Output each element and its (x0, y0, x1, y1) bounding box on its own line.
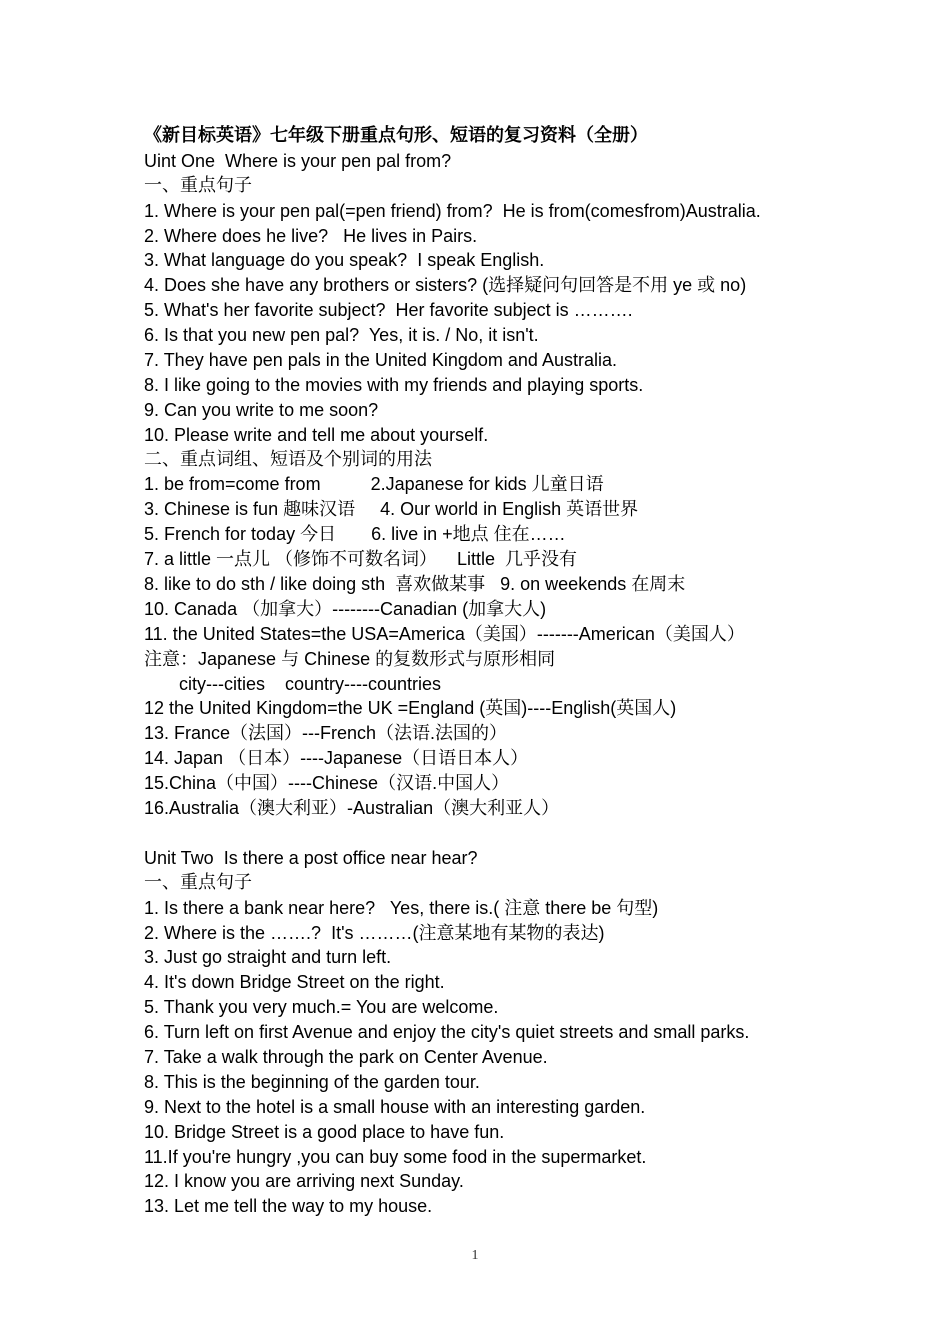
list-item: 1. Where is your pen pal(=pen friend) from? He is from(comesfrom)Australia. (144, 200, 761, 221)
list-item: 5. What's her favorite subject? Her favorite subject is ………. (144, 300, 633, 321)
list-item: 1. Is there a bank near here? Yes, there is.( 注意 there be 句型) (144, 897, 659, 918)
list-item: 8. I like going to the movies with my friends and playing sports. (144, 374, 644, 395)
unit-two-heading: Unit Two Is there a post office near hear? (144, 847, 478, 868)
unit-one-heading: Uint One Where is your pen pal from? (144, 150, 452, 171)
document-title: 《新目标英语》七年级下册重点句形、短语的复习资料（全册） (144, 125, 648, 146)
list-item: 14. Japan （日本）----Japanese（日语日本人） (144, 748, 529, 769)
list-item: 1. be from=come from 2.Japanese for kids 儿童日语 (144, 474, 604, 495)
list-item: 3. Chinese is fun 趣味汉语 4. Our world in English 英语世界 (144, 499, 639, 520)
list-item: 7. a little 一点儿 （修饰不可数名词） Little 几乎没有 (144, 549, 578, 570)
list-item: 3. Just go straight and turn left. (144, 947, 392, 968)
unit-one-sentences-heading: 一、重点句子 (144, 174, 252, 196)
list-item: 2. Where is the …….? It's ………(注意某地有某物的表达) (144, 922, 605, 943)
page-number: 1 (471, 1248, 479, 1263)
unit-one-phrase-list (144, 472, 924, 820)
list-item: 10. Bridge Street is a good place to have fun. (144, 1121, 505, 1142)
list-item: 5. Thank you very much.= You are welcome. (144, 997, 499, 1018)
list-item: 10. Please write and tell me about yourself. (144, 424, 489, 445)
list-item: 15.China（中国）----Chinese（汉语.中国人） (144, 773, 510, 794)
list-item: 4. Does she have any brothers or sisters? (选择疑问句回答是不用 ye 或 no) (144, 275, 747, 296)
list-item: 2. Where does he live? He lives in Pairs. (144, 225, 478, 246)
list-item: 9. Can you write to me soon? (144, 399, 379, 420)
list-item: 13. Let me tell the way to my house. (144, 1196, 433, 1217)
list-item: 7. Take a walk through the park on Center Avenue. (144, 1046, 548, 1067)
note-line: city---cities country----countries (144, 673, 442, 694)
list-item: 13. France（法国）---French（法语.法国的） (144, 723, 508, 744)
unit-one-sentence-list (144, 199, 924, 448)
document-body (144, 124, 924, 1219)
unit-two-sentence-list (144, 896, 924, 1220)
list-item: 4. It's down Bridge Street on the right. (144, 972, 445, 993)
list-item: 12. I know you are arriving next Sunday. (144, 1171, 464, 1192)
note-line: 注意：Japanese 与 Chinese 的复数形式与原形相同 (144, 648, 556, 669)
list-item: 6. Is that you new pen pal? Yes, it is. / No, it isn't. (144, 325, 539, 346)
list-item: 12 the United Kingdom=the UK =England (英国)----English(英国人) (144, 698, 677, 719)
unit-one-phrases-heading: 二、重点词组、短语及个别词的用法 (144, 448, 432, 470)
list-item: 10. Canada （加拿大）--------Canadian (加拿大人) (144, 598, 547, 619)
list-item: 11.If you're hungry ,you can buy some food in the supermarket. (144, 1146, 647, 1167)
list-item: 11. the United States=the USA=America（美国）-------American（美国人） (144, 623, 745, 644)
list-item: 5. French for today 今日 6. live in +地点 住在…… (144, 524, 566, 545)
list-item: 8. like to do sth / like doing sth 喜欢做某事 9. on weekends 在周末 (144, 574, 686, 595)
list-item: 16.Australia（澳大利亚）-Australian（澳大利亚人） (144, 798, 560, 819)
section-spacer (144, 821, 924, 846)
unit-two-sentences-heading: 一、重点句子 (144, 871, 252, 893)
list-item: 6. Turn left on first Avenue and enjoy the city's quiet streets and small parks. (144, 1022, 750, 1043)
list-item: 8. This is the beginning of the garden tour. (144, 1071, 480, 1092)
list-item: 3. What language do you speak? I speak English. (144, 250, 545, 271)
list-item: 7. They have pen pals in the United Kingdom and Australia. (144, 350, 617, 371)
list-item: 9. Next to the hotel is a small house with an interesting garden. (144, 1096, 646, 1117)
